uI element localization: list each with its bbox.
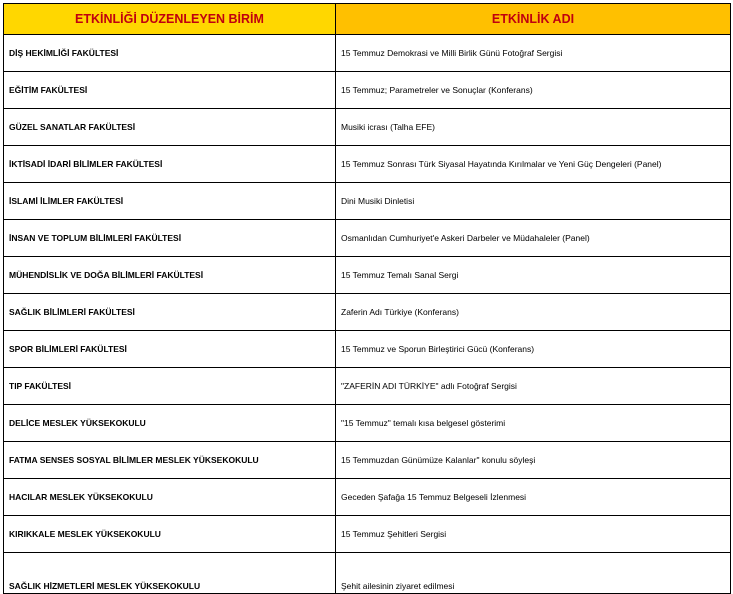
table-row	[4, 331, 731, 368]
event-cell: 15 Temmuzdan Günümüze Kalanlar" konulu söyleşi	[336, 442, 731, 479]
table-row	[4, 183, 731, 220]
event-cell: Dini Musiki Dinletisi	[336, 183, 731, 220]
table-row	[4, 405, 731, 442]
unit-cell: HACILAR MESLEK YÜKSEKOKULU	[4, 479, 336, 516]
header-row	[4, 4, 731, 35]
column-header-event: ETKİNLİK ADI	[336, 4, 731, 35]
table-row	[4, 72, 731, 109]
unit-cell: EĞİTİM FAKÜLTESİ	[4, 72, 336, 109]
event-cell: 15 Temmuz Sonrası Türk Siyasal Hayatında Kırılmalar ve Yeni Güç Dengeleri (Panel)	[336, 146, 731, 183]
table-row	[4, 442, 731, 479]
unit-cell: SPOR BİLİMLERİ FAKÜLTESİ	[4, 331, 336, 368]
event-cell: "15 Temmuz" temalı kısa belgesel gösterimi	[336, 405, 731, 442]
event-cell: 15 Temmuz ve Sporun Birleştirici Gücü (Konferans)	[336, 331, 731, 368]
event-cell: "ZAFERİN ADI TÜRKİYE" adlı Fotoğraf Sergisi	[336, 368, 731, 405]
events-table	[3, 3, 731, 594]
event-cell: Zaferin Adı Türkiye (Konferans)	[336, 294, 731, 331]
unit-cell: TIP FAKÜLTESİ	[4, 368, 336, 405]
unit-cell: FATMA SENSES SOSYAL BİLİMLER MESLEK YÜKSEKOKULU	[4, 442, 336, 479]
event-cell: 15 Temmuz Temalı Sanal Sergi	[336, 257, 731, 294]
table-row	[4, 368, 731, 405]
unit-cell: İSLAMİ İLİMLER FAKÜLTESİ	[4, 183, 336, 220]
unit-cell: SAĞLIK BİLİMLERİ FAKÜLTESİ	[4, 294, 336, 331]
unit-cell: DİŞ HEKİMLİĞİ FAKÜLTESİ	[4, 35, 336, 72]
table-row	[4, 516, 731, 553]
unit-cell: DELİCE MESLEK YÜKSEKOKULU	[4, 405, 336, 442]
unit-cell: KIRIKKALE MESLEK YÜKSEKOKULU	[4, 516, 336, 553]
unit-cell: İKTİSADİ İDARİ BİLİMLER FAKÜLTESİ	[4, 146, 336, 183]
unit-cell: İNSAN VE TOPLUM BİLİMLERİ FAKÜLTESİ	[4, 220, 336, 257]
table-row	[4, 220, 731, 257]
event-cell: Şehit ailesinin ziyaret edilmesi	[336, 553, 731, 594]
table-row	[4, 553, 731, 594]
unit-cell: SAĞLIK HİZMETLERİ MESLEK YÜKSEKOKULU	[4, 553, 336, 594]
column-header-unit: ETKİNLİĞİ DÜZENLEYEN BİRİM	[4, 4, 336, 35]
event-cell: 15 Temmuz Şehitleri Sergisi	[336, 516, 731, 553]
event-cell: Musiki icrası (Talha EFE)	[336, 109, 731, 146]
table-row	[4, 294, 731, 331]
table-row	[4, 109, 731, 146]
unit-cell: MÜHENDİSLİK VE DOĞA BİLİMLERİ FAKÜLTESİ	[4, 257, 336, 294]
table-row	[4, 479, 731, 516]
unit-cell: GÜZEL SANATLAR FAKÜLTESİ	[4, 109, 336, 146]
table-row	[4, 146, 731, 183]
event-cell: Osmanlıdan Cumhuriyet'e Askeri Darbeler ve Müdahaleler (Panel)	[336, 220, 731, 257]
event-cell: Geceden Şafağa 15 Temmuz Belgeseli İzlenmesi	[336, 479, 731, 516]
event-cell: 15 Temmuz Demokrasi ve Milli Birlik Günü Fotoğraf Sergisi	[336, 35, 731, 72]
table-row	[4, 35, 731, 72]
event-cell: 15 Temmuz; Parametreler ve Sonuçlar (Konferans)	[336, 72, 731, 109]
table-row	[4, 257, 731, 294]
